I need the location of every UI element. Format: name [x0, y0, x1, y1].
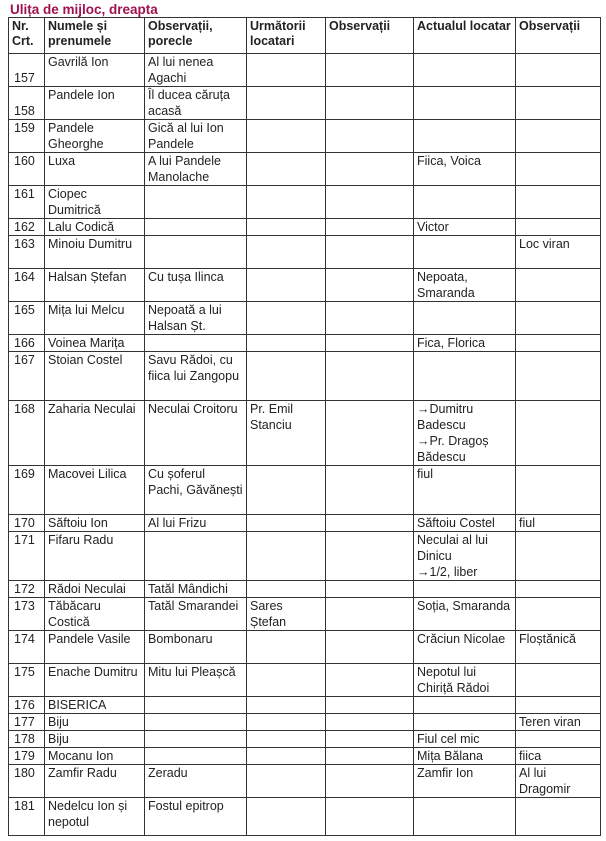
- cell-nr: 181: [9, 798, 45, 836]
- cell-observations-nicknames: Cu tușa Ilinca: [145, 269, 247, 302]
- cell-current-tenant: fiul: [414, 466, 516, 515]
- cell-current-tenant: [414, 714, 516, 731]
- cell-current-tenant: Victor: [414, 219, 516, 236]
- cell-next-tenants: [247, 697, 326, 714]
- table-row: [9, 186, 601, 219]
- cell-nr: 169: [9, 466, 45, 515]
- cell-current-tenant: [414, 798, 516, 836]
- cell-observations-2: [326, 54, 414, 87]
- table-row: [9, 581, 601, 598]
- cell-current-tenant: Soția, Smaranda: [414, 598, 516, 631]
- header-observations-2: Observații: [326, 18, 414, 54]
- cell-name: Stoian Costel: [45, 352, 145, 401]
- cell-observations-2: [326, 120, 414, 153]
- table-row: [9, 798, 601, 836]
- cell-observations-2: [326, 714, 414, 731]
- cell-next-tenants: [247, 219, 326, 236]
- cell-observations-nicknames: Al lui nenea Agachi: [145, 54, 247, 87]
- cell-nr: 175: [9, 664, 45, 697]
- cell-current-tenant: [414, 186, 516, 219]
- cell-observations-3: [516, 219, 601, 236]
- table-row: [9, 120, 601, 153]
- cell-next-tenants: [247, 532, 326, 581]
- cell-observations-2: [326, 664, 414, 697]
- table-row: [9, 335, 601, 352]
- cell-observations-nicknames: Tatăl Mândichi: [145, 581, 247, 598]
- cell-observations-3: [516, 581, 601, 598]
- cell-observations-nicknames: Neculai Croitoru: [145, 401, 247, 466]
- cell-name: Zamfir Radu: [45, 765, 145, 798]
- cell-name: Enache Dumitru: [45, 664, 145, 697]
- cell-nr: 157: [9, 54, 45, 87]
- cell-observations-3: [516, 352, 601, 401]
- cell-next-tenants: [247, 302, 326, 335]
- cell-observations-3: [516, 401, 601, 466]
- cell-current-tenant: Nepotul lui Chiriță Rădoi: [414, 664, 516, 697]
- table-row: [9, 697, 601, 714]
- cell-observations-2: [326, 335, 414, 352]
- cell-next-tenants: [247, 120, 326, 153]
- cell-nr: 180: [9, 765, 45, 798]
- cell-next-tenants: [247, 798, 326, 836]
- cell-nr: 174: [9, 631, 45, 664]
- cell-current-tenant: [414, 54, 516, 87]
- cell-name: Halsan Ștefan: [45, 269, 145, 302]
- table-row: [9, 401, 601, 466]
- cell-observations-nicknames: Al lui Frizu: [145, 515, 247, 532]
- header-observations-nicknames: Observații, porecle: [145, 18, 247, 54]
- cell-observations-nicknames: [145, 236, 247, 269]
- cell-observations-2: [326, 236, 414, 269]
- cell-current-tenant: [414, 302, 516, 335]
- cell-observations-2: [326, 352, 414, 401]
- header-next-tenants: Următorii locatari: [247, 18, 326, 54]
- cell-nr: 165: [9, 302, 45, 335]
- table-row: [9, 598, 601, 631]
- cell-observations-3: [516, 335, 601, 352]
- table-row: [9, 269, 601, 302]
- cell-next-tenants: [247, 515, 326, 532]
- cell-name: BISERICA: [45, 697, 145, 714]
- cell-observations-2: [326, 466, 414, 515]
- cell-name: Pandele Vasile: [45, 631, 145, 664]
- cell-observations-nicknames: [145, 697, 247, 714]
- cell-next-tenants: [247, 631, 326, 664]
- cell-current-tenant: →Dumitru Badescu →Pr. Dragoș Bădescu: [414, 401, 516, 466]
- cell-current-tenant: Nepoata, Smaranda: [414, 269, 516, 302]
- cell-observations-3: Floștănică: [516, 631, 601, 664]
- cell-observations-nicknames: Îl ducea căruța acasă: [145, 87, 247, 120]
- table-row: [9, 302, 601, 335]
- cell-next-tenants: [247, 731, 326, 748]
- cell-observations-2: [326, 302, 414, 335]
- page-title: Ulița de mijloc, dreapta: [10, 2, 158, 17]
- cell-next-tenants: [247, 54, 326, 87]
- cell-observations-nicknames: Bombonaru: [145, 631, 247, 664]
- cell-nr: 171: [9, 532, 45, 581]
- cell-observations-2: [326, 697, 414, 714]
- table-row: [9, 532, 601, 581]
- cell-name: Ciopec Dumitrică: [45, 186, 145, 219]
- cell-observations-nicknames: Savu Rădoi, cu fiica lui Zangopu: [145, 352, 247, 401]
- cell-next-tenants: [247, 153, 326, 186]
- cell-next-tenants: [247, 87, 326, 120]
- cell-observations-nicknames: Gică al lui Ion Pandele: [145, 120, 247, 153]
- table-row: [9, 54, 601, 87]
- cell-nr: 177: [9, 714, 45, 731]
- cell-nr: 170: [9, 515, 45, 532]
- header-row: [9, 18, 601, 54]
- table-row: [9, 748, 601, 765]
- cell-nr: 162: [9, 219, 45, 236]
- cell-next-tenants: [247, 466, 326, 515]
- cell-next-tenants: [247, 335, 326, 352]
- table-row: [9, 352, 601, 401]
- cell-observations-nicknames: [145, 219, 247, 236]
- cell-next-tenants: [247, 236, 326, 269]
- cell-nr: 167: [9, 352, 45, 401]
- cell-observations-nicknames: Mitu lui Pleașcă: [145, 664, 247, 697]
- cell-nr: 160: [9, 153, 45, 186]
- cell-observations-3: [516, 87, 601, 120]
- cell-observations-2: [326, 186, 414, 219]
- table-row: [9, 631, 601, 664]
- table-row: [9, 714, 601, 731]
- cell-name: Minoiu Dumitru: [45, 236, 145, 269]
- cell-next-tenants: [247, 664, 326, 697]
- cell-current-tenant: Fica, Florica: [414, 335, 516, 352]
- header-observations-3: Observații: [516, 18, 601, 54]
- cell-name: Voinea Marița: [45, 335, 145, 352]
- cell-name: Săftoiu Ion: [45, 515, 145, 532]
- cell-observations-3: [516, 302, 601, 335]
- cell-name: Zaharia Neculai: [45, 401, 145, 466]
- cell-observations-2: [326, 731, 414, 748]
- cell-observations-2: [326, 581, 414, 598]
- cell-observations-3: [516, 120, 601, 153]
- table-row: [9, 731, 601, 748]
- header-nr: Nr. Crt.: [9, 18, 45, 54]
- cell-nr: 172: [9, 581, 45, 598]
- cell-observations-2: [326, 269, 414, 302]
- cell-observations-nicknames: Nepoată a lui Halsan Șt.: [145, 302, 247, 335]
- cell-observations-3: [516, 598, 601, 631]
- cell-next-tenants: [247, 714, 326, 731]
- cell-current-tenant: Mița Bălana: [414, 748, 516, 765]
- table-row: [9, 153, 601, 186]
- cell-nr: 158: [9, 87, 45, 120]
- cell-current-tenant: Zamfir Ion: [414, 765, 516, 798]
- cell-nr: 178: [9, 731, 45, 748]
- table-row: [9, 515, 601, 532]
- cell-current-tenant: [414, 697, 516, 714]
- cell-observations-3: [516, 697, 601, 714]
- cell-current-tenant: [414, 236, 516, 269]
- cell-observations-2: [326, 631, 414, 664]
- cell-observations-2: [326, 87, 414, 120]
- cell-next-tenants: Sares Ștefan: [247, 598, 326, 631]
- cell-name: Macovei Lilica: [45, 466, 145, 515]
- cell-observations-nicknames: Zeradu: [145, 765, 247, 798]
- header-name: Numele și prenumele: [45, 18, 145, 54]
- cell-name: Fifaru Radu: [45, 532, 145, 581]
- table-row: [9, 219, 601, 236]
- cell-observations-2: [326, 598, 414, 631]
- cell-observations-nicknames: Tatăl Smarandei: [145, 598, 247, 631]
- cell-observations-2: [326, 401, 414, 466]
- cell-nr: 166: [9, 335, 45, 352]
- cell-name: Gavrilă Ion: [45, 54, 145, 87]
- header-current-tenant: Actualul locatar: [414, 18, 516, 54]
- table-row: [9, 765, 601, 798]
- cell-observations-3: [516, 731, 601, 748]
- cell-next-tenants: [247, 581, 326, 598]
- cell-name: Mocanu Ion: [45, 748, 145, 765]
- cell-name: Pandele Gheorghe: [45, 120, 145, 153]
- cell-current-tenant: [414, 87, 516, 120]
- cell-next-tenants: [247, 765, 326, 798]
- cell-name: Tăbăcaru Costică: [45, 598, 145, 631]
- cell-current-tenant: Fiul cel mic: [414, 731, 516, 748]
- cell-observations-nicknames: [145, 335, 247, 352]
- table-row: [9, 236, 601, 269]
- cell-observations-2: [326, 219, 414, 236]
- cell-observations-3: [516, 798, 601, 836]
- table-row: [9, 466, 601, 515]
- cell-observations-nicknames: Fostul epitrop: [145, 798, 247, 836]
- cell-name: Biju: [45, 731, 145, 748]
- cell-observations-3: [516, 186, 601, 219]
- cell-observations-2: [326, 798, 414, 836]
- cell-name: Luxa: [45, 153, 145, 186]
- cell-observations-3: fiica: [516, 748, 601, 765]
- cell-observations-nicknames: A lui Pandele Manolache: [145, 153, 247, 186]
- cell-nr: 163: [9, 236, 45, 269]
- cell-observations-nicknames: [145, 714, 247, 731]
- cell-current-tenant: Săftoiu Costel: [414, 515, 516, 532]
- cell-observations-3: [516, 153, 601, 186]
- cell-name: Biju: [45, 714, 145, 731]
- table-row: [9, 87, 601, 120]
- cell-observations-3: [516, 54, 601, 87]
- cell-observations-3: Teren viran: [516, 714, 601, 731]
- cell-observations-3: fiul: [516, 515, 601, 532]
- cell-nr: 179: [9, 748, 45, 765]
- cell-observations-3: [516, 269, 601, 302]
- residents-table: [8, 17, 601, 836]
- cell-observations-3: [516, 532, 601, 581]
- cell-name: Pandele Ion: [45, 87, 145, 120]
- cell-nr: 164: [9, 269, 45, 302]
- cell-observations-2: [326, 153, 414, 186]
- cell-name: Nedelcu Ion și nepotul: [45, 798, 145, 836]
- cell-observations-3: [516, 466, 601, 515]
- cell-observations-2: [326, 765, 414, 798]
- cell-observations-nicknames: [145, 532, 247, 581]
- cell-next-tenants: [247, 748, 326, 765]
- cell-name: Rădoi Neculai: [45, 581, 145, 598]
- cell-next-tenants: [247, 269, 326, 302]
- cell-observations-nicknames: [145, 731, 247, 748]
- cell-observations-3: Al lui Dragomir: [516, 765, 601, 798]
- cell-next-tenants: [247, 186, 326, 219]
- table-row: [9, 664, 601, 697]
- cell-current-tenant: Crăciun Nicolae: [414, 631, 516, 664]
- cell-nr: 161: [9, 186, 45, 219]
- cell-next-tenants: Pr. Emil Stanciu: [247, 401, 326, 466]
- cell-observations-nicknames: [145, 748, 247, 765]
- cell-observations-3: [516, 664, 601, 697]
- cell-observations-2: [326, 748, 414, 765]
- cell-current-tenant: [414, 581, 516, 598]
- cell-nr: 159: [9, 120, 45, 153]
- cell-current-tenant: Neculai al lui Dinicu →1/2, liber: [414, 532, 516, 581]
- cell-nr: 173: [9, 598, 45, 631]
- cell-name: Mița lui Melcu: [45, 302, 145, 335]
- cell-observations-nicknames: Cu șoferul Pachi, Găvănești: [145, 466, 247, 515]
- cell-nr: 176: [9, 697, 45, 714]
- cell-current-tenant: Fiica, Voica: [414, 153, 516, 186]
- cell-next-tenants: [247, 352, 326, 401]
- cell-observations-nicknames: [145, 186, 247, 219]
- cell-current-tenant: [414, 120, 516, 153]
- cell-observations-2: [326, 532, 414, 581]
- cell-observations-3: Loc viran: [516, 236, 601, 269]
- cell-name: Lalu Codică: [45, 219, 145, 236]
- cell-observations-2: [326, 515, 414, 532]
- cell-current-tenant: [414, 352, 516, 401]
- cell-nr: 168: [9, 401, 45, 466]
